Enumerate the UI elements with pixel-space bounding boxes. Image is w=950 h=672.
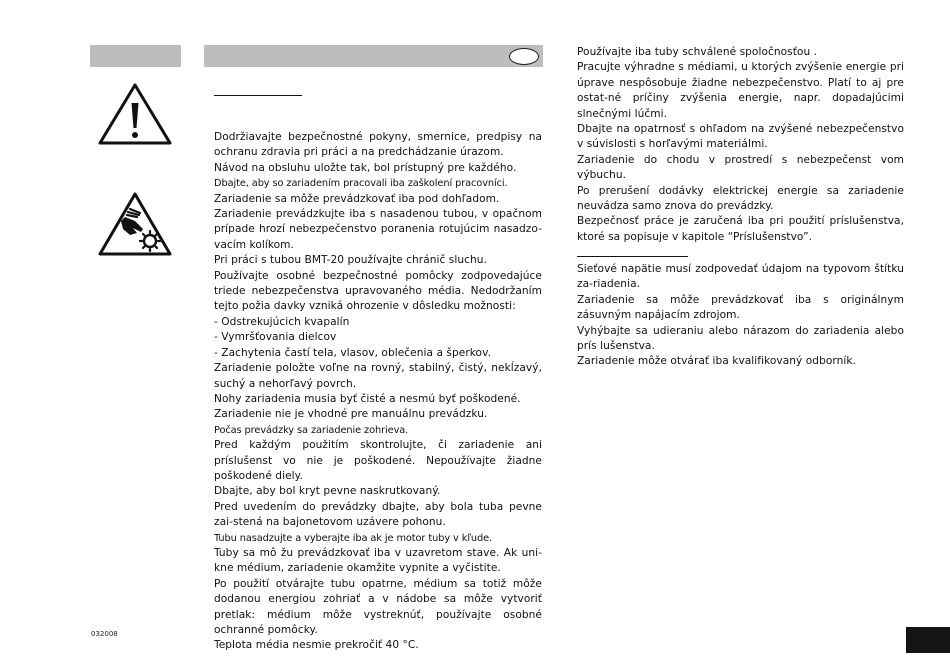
paragraph: Pri práci s tubou BMT-20 používajte chránič sluchu. <box>214 254 487 267</box>
paragraph: Tuby sa mô žu prevádzkovať iba v uzavretom stave. Ak uni-kne médium, zariadenie okamžite vypnite a vyčistite. <box>214 546 542 575</box>
paragraph: Návod na obsluhu uložte tak, bol prístupný pre každého. <box>214 161 517 174</box>
paragraph: Tubu nasadzujte a vyberajte iba ak je motor tuby v kľude. <box>214 532 493 544</box>
paragraph: Dodržiavajte bezpečnostné pokyny, smernice, predpisy na ochranu zdravia pri práci a na predchádzanie úrazom. <box>214 131 542 159</box>
electrical-safety-text <box>577 262 904 370</box>
list-item: - Odstrekujúcich kvapalín <box>214 315 350 328</box>
paragraph: Zariadenie môže otvárať iba kvalifikovaný odborník. <box>577 355 856 368</box>
hand-rotating-tool-icon <box>97 191 173 258</box>
left-tab-bar <box>90 45 181 67</box>
paragraph: Vyhýbajte sa udieraniu alebo nárazom do zariadenia alebo prís lušenstva. <box>577 324 904 353</box>
safety-text-right <box>577 45 904 245</box>
paragraph: Pred uvedením do prevádzky dbajte, aby bola tuba pevne zai-stená na bajonetovom uzávere pohonu. <box>214 500 542 529</box>
paragraph: Pracujte výhradne s médiami, u ktorých zvýšenie energie pri úprave nespôsobuje žiadne nebezpečenstvo. Platí to aj pre ostat-né príčiny zvýšenia energie, napr. dopadajúcimi slnečnými lúčmi. <box>577 61 904 120</box>
paragraph: Bezpečnosť práce je zaručená iba pri použití príslušenstva, ktoré sa popisuje v kapitole “Príslušenstvo”. <box>577 215 904 243</box>
section-heading-rule <box>214 95 302 96</box>
paragraph: Po použití otvárajte tubu opatrne, médium sa totiž môže dodanou energiou zohriať a v nádobe sa môže vytvoriť pretlak: médium môže vystreknúť, používajte osobné ochranné pomôcky. <box>214 577 542 636</box>
paragraph: Zariadenie položte voľne na rovný, stabilný, čistý, nekĺzavý, suchý a nehorľavý povrch. <box>214 362 542 390</box>
paragraph: Zariadenie sa môže prevádzkovať iba s originálnym zásuvným napájacím zdrojom. <box>577 293 904 322</box>
paragraph: Nohy zariadenia musia byť čisté a nesmú byť poškodené. <box>214 392 521 405</box>
paragraph: Dbajte, aby so zariadením pracovali iba zaškolení pracovníci. <box>214 178 508 190</box>
paragraph: Teplota média nesmie prekročiť 40 °C. <box>214 639 419 652</box>
paragraph: Používajte osobné bezpečnostné pomôcky zodpovedajúce triede nebezpečenstva upravovaného média. Nedodržaním tejto požia davky vzniká ohrozenie v dôsledku možnosti: <box>214 269 542 313</box>
safety-text-left <box>214 130 542 654</box>
paragraph: Sieťové napätie musí zodpovedať údajom na typovom štítku za-riadenia. <box>577 263 904 291</box>
paragraph: Počas prevádzky sa zariadenie zohrieva. <box>214 424 409 436</box>
paragraph: Zariadenie prevádzkujte iba s nasadenou tubou, v opačnom prípade hrozí nebezpečenstvo poranenia rotujúcim nasadzo-vacím kolíkom. <box>214 208 542 251</box>
list-item: - Zachytenia častí tela, vlasov, oblečenia a šperkov. <box>214 346 491 359</box>
language-oval <box>509 48 539 65</box>
paragraph: Zariadenie nie je vhodné pre manuálnu prevádzku. <box>214 408 488 421</box>
paragraph: Používajte iba tuby schválené spoločnosťou . <box>577 46 818 58</box>
list-item: - Vymršťovania dielcov <box>214 331 337 344</box>
header-bar <box>204 45 543 67</box>
paragraph: Dbajte na opatrnosť s ohľadom na zvýšené nebezpečenstvo v súvislosti s horľavými materiálmi. <box>577 123 904 151</box>
paragraph: Zariadenie do chodu v prostredí s nebezpečenst vom výbuchu. <box>577 153 904 182</box>
paragraph: Zariadenie sa môže prevádzkovať iba pod dohľadom. <box>214 192 500 205</box>
warning-triangle-icon <box>97 81 173 147</box>
document-code: 032008 <box>91 630 118 638</box>
paragraph: Pred každým použitím skontrolujte, či zariadenie ani príslušenst vo nie je poškodené. Nepoužívajte žiadne poškodené diely. <box>214 439 542 482</box>
section-heading-rule-2 <box>577 256 688 257</box>
page-tab <box>906 627 950 653</box>
paragraph: Po prerušení dodávky elektrickej energie sa zariadenie neuvádza samo znova do prevádzky. <box>577 184 904 213</box>
paragraph: Dbajte, aby bol kryt pevne naskrutkovaný. <box>214 485 441 498</box>
